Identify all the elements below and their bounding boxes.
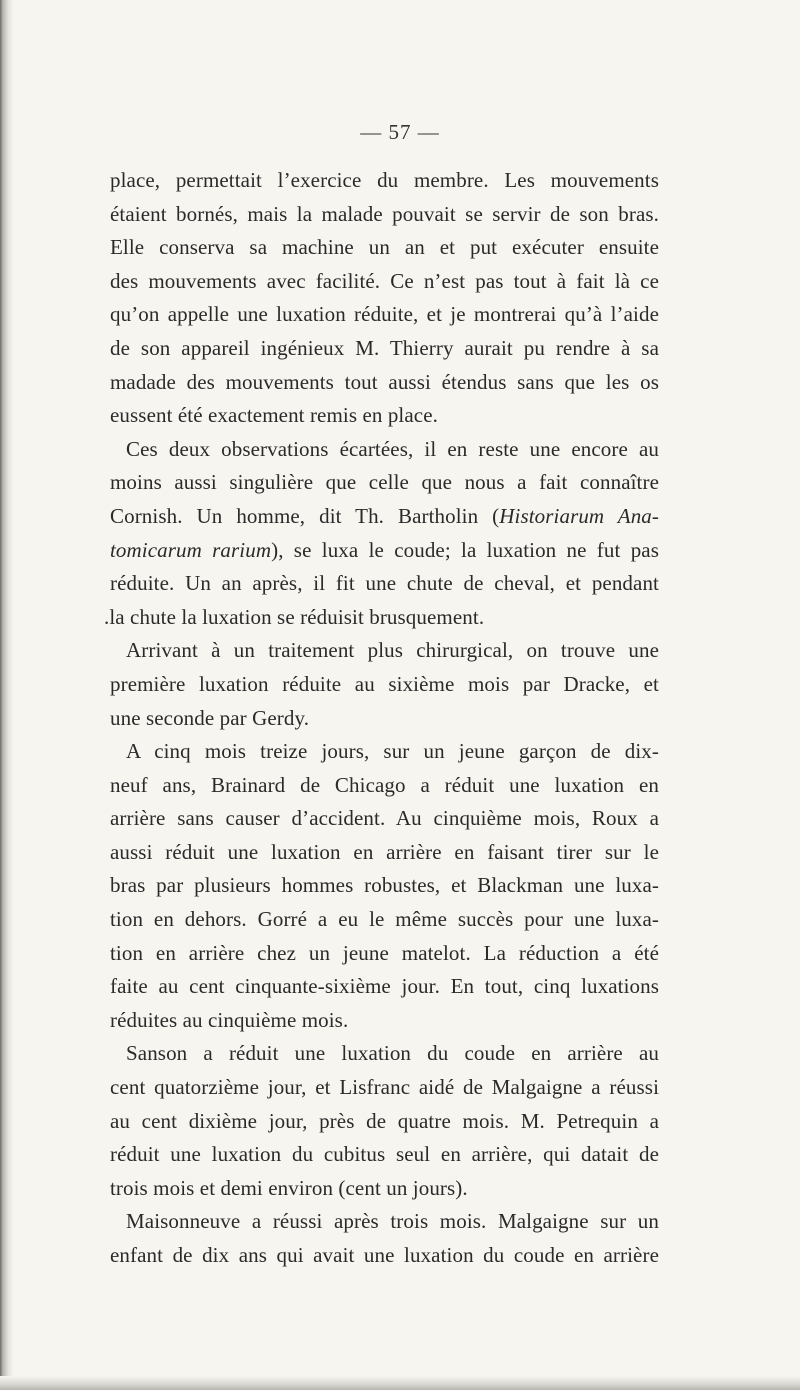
text-line: réduites au cinquième mois. bbox=[110, 1007, 349, 1032]
text-line bbox=[110, 534, 659, 568]
text-run: Cornish. Un homme, dit Th. Bartholin ( bbox=[110, 503, 500, 528]
text-line: enfant de dix ans qui avait une luxation du coude en arrière bbox=[110, 1243, 659, 1267]
text-line: qu’on appelle une luxation réduite, et je montrerai qu’à l’aide bbox=[110, 302, 659, 327]
paragraph-start-line: Sanson a réduit une luxation du coude en arrière au bbox=[126, 1041, 659, 1066]
text-line: réduit une luxation du cubitus seul en arrière, qui datait de bbox=[110, 1142, 659, 1167]
text-line: .la chute la luxation se réduisit brusquement. bbox=[104, 604, 485, 629]
text-line: faite au cent cinquante-sixième jour. En tout, cinq luxations bbox=[110, 974, 659, 999]
text-line: Elle conserva sa machine un an et put exécuter ensuite bbox=[110, 235, 659, 260]
page-bottom-edge bbox=[0, 1376, 800, 1390]
paragraph-start-line: A cinq mois treize jours, sur un jeune garçon de dix- bbox=[126, 739, 659, 764]
text-line: eussent été exactement remis en place. bbox=[110, 403, 438, 428]
italic-title: tomicarum rarium bbox=[110, 537, 272, 562]
text-line: bras par plusieurs hommes robustes, et Blackman une luxa- bbox=[110, 873, 659, 898]
text-line: de son appareil ingénieux M. Thierry aurait pu rendre à sa bbox=[110, 335, 659, 360]
body-text bbox=[104, 164, 659, 1273]
text-line: réduite. Un an après, il fit une chute de cheval, et pendant bbox=[110, 571, 659, 596]
paragraph-start-line: Arrivant à un traitement plus chirurgical, on trouve une bbox=[126, 638, 659, 663]
paragraph-start-line: Maisonneuve a réussi après trois mois. Malgaigne sur un bbox=[126, 1209, 659, 1234]
text-line: arrière sans causer d’accident. Au cinquième mois, Roux a bbox=[110, 806, 659, 831]
text-line: trois mois et demi environ (cent un jours). bbox=[110, 1175, 468, 1200]
text-line: des mouvements avec facilité. Ce n’est pas tout à fait là ce bbox=[110, 268, 659, 293]
text-line: cent quatorzième jour, et Lisfranc aidé de Malgaigne a réussi bbox=[110, 1075, 659, 1100]
text-run: ), se luxa le coude; la luxation ne fut pas bbox=[271, 537, 659, 562]
text-line: au cent dixième jour, près de quatre mois. M. Petrequin a bbox=[110, 1108, 659, 1133]
paragraph-start-line: Ces deux observations écartées, il en reste une encore au bbox=[126, 436, 659, 461]
text-line: neuf ans, Brainard de Chicago a réduit une luxation en bbox=[110, 772, 659, 797]
page-binding-edge bbox=[0, 0, 14, 1390]
text-line: une seconde par Gerdy. bbox=[110, 705, 310, 730]
text-line: tion en dehors. Gorré a eu le même succès pour une luxa- bbox=[110, 907, 659, 932]
text-line: aussi réduit une luxation en arrière en faisant tirer sur le bbox=[110, 839, 659, 864]
text-line: place, permettait l’exercice du membre. Les mouvements bbox=[110, 168, 659, 192]
text-line bbox=[110, 500, 659, 534]
text-line: madade des mouvements tout aussi étendus sans que les os bbox=[110, 369, 659, 394]
text-line: première luxation réduite au sixième mois par Dracke, et bbox=[110, 671, 659, 696]
italic-title: Historiarum Ana- bbox=[499, 503, 659, 528]
text-line: tion en arrière chez un jeune matelot. La réduction a été bbox=[110, 940, 659, 965]
page-number: — 57 — bbox=[360, 120, 440, 144]
text-line: moins aussi singulière que celle que nous a fait connaître bbox=[110, 470, 659, 495]
text-line: étaient bornés, mais la malade pouvait se servir de son bras. bbox=[110, 201, 659, 226]
